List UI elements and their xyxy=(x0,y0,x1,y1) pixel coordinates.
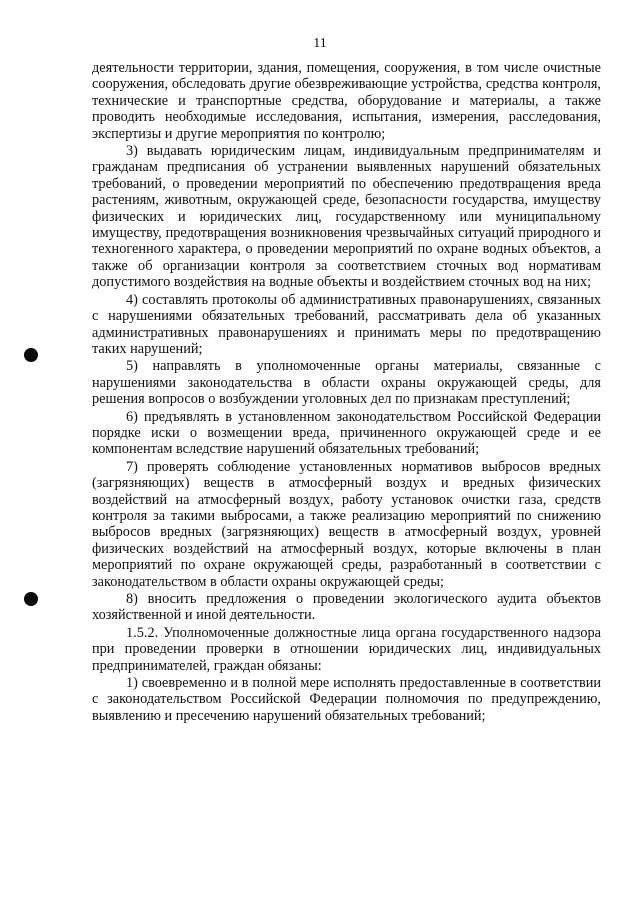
page-number: 11 xyxy=(313,36,327,51)
paragraph-section-1-5-2: 1.5.2. Уполномоченные должностные лица органа государственного надзора при проведении проверки в отношении юридических лиц, индивидуальных предпринимателей, граждан обязаны: xyxy=(92,624,601,674)
paragraph-item-5: 5) направлять в уполномоченные органы материалы, связанные с нарушениями законодательства в области охраны окружающей среды, для решения вопросов о возбуждении уголовных дел по признакам преступлений; xyxy=(92,358,601,408)
punch-hole-top xyxy=(24,348,38,362)
paragraph-item-7: 7) проверять соблюдение установленных нормативов выбросов вредных (загрязняющих) веществ в атмосферный воздух и вредных физических воздействий на атмосферный воздух, работу установок очистки газа, средств контроля за такими выбросами, а также реализацию мероприятий по снижению выбросов вредных (загрязняющих) веществ в атмосферный воздух, уровней физических воздействий на атмосферный воздух, которые включены в план мероприятий по охране окружающей среды, разработанный в соответствии с законодательством в области охраны окружающей среды; xyxy=(92,458,601,590)
punch-hole-bottom xyxy=(24,592,38,606)
paragraph-item-3: 3) выдавать юридическим лицам, индивидуальным предпринимателям и гражданам предписания об устранении выявленных нарушений обязательных требований, о проведении мероприятий по обеспечению предотвращения вреда растениям, животным, окружающей среде, безопасности государства, имуществу физических и юридических лиц, государственному или муниципальному имуществу, предотвращения возникновения чрезвычайных ситуаций природного и техногенного характера, о проведении мероприятий по охране водных объектов, а также об организации контроля за соответствием сточных вод нормативам допустимого воздействия на водные объекты и воздействием сточных вод на них; xyxy=(92,143,601,291)
paragraph-item-8: 8) вносить предложения о проведении экологического аудита объектов хозяйственной и иной деятельности. xyxy=(92,591,601,624)
paragraph-item-6: 6) предъявлять в установленном законодательством Российской Федерации порядке иски о возмещении вреда, причиненного окружающей среде и ее компонентам вследствие нарушений обязательных требований; xyxy=(92,408,601,458)
paragraph-obligation-1: 1) своевременно и в полной мере исполнять предоставленные в соответствии с законодательством Российской Федерации полномочия по предупреждению, выявлению и пресечению нарушений обязательных требований; xyxy=(92,675,601,724)
paragraph-item-4: 4) составлять протоколы об административных правонарушениях, связанных с нарушениями обязательных требований, рассматривать дела об указанных административных правонарушениях и принимать меры по предотвращению таких нарушений; xyxy=(92,291,601,357)
document-body xyxy=(92,60,601,725)
paragraph-continuation: деятельности территории, здания, помещения, сооружения, в том числе очистные сооружения, обследовать другие обезвреживающие устройства, средства контроля, технические и транспортные средства, оборудование и материалы, а также проводить необходимые исследования, испытания, измерения, расследования, экспертизы и другие мероприятия по контролю; xyxy=(92,60,601,142)
